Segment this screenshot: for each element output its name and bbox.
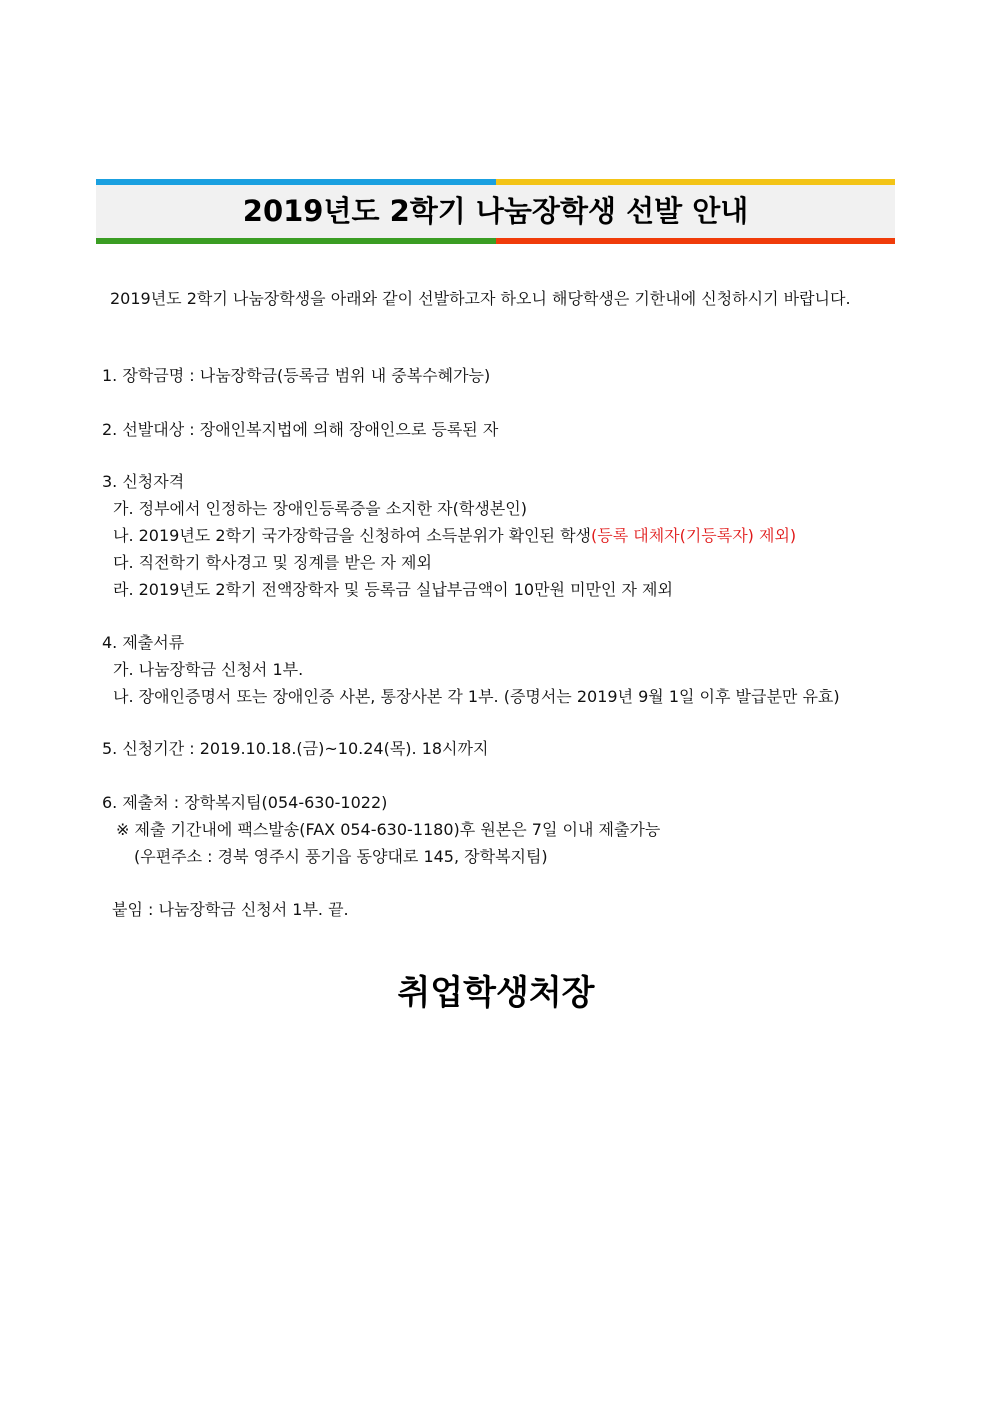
item-6-fax-note: ※ 제출 기간내에 팩스발송(FAX 054-630-1180)후 원본은 7일 이내 제출가능 bbox=[116, 820, 661, 839]
intro-paragraph: 2019년도 2학기 나눔장학생을 아래와 같이 선발하고자 하오니 해당학생은 기한내에 신청하시기 바랍니다. bbox=[110, 289, 851, 308]
item-2-target: 2. 선발대상 : 장애인복지법에 의해 장애인으로 등록된 자 bbox=[102, 420, 499, 439]
title-banner bbox=[96, 179, 895, 244]
item-3a: 가. 정부에서 인정하는 장애인등록증을 소지한 자(학생본인) bbox=[113, 499, 527, 518]
title-bar-red bbox=[496, 238, 895, 244]
item-4a: 가. 나눔장학금 신청서 1부. bbox=[113, 660, 304, 679]
item-3b-exclusion: (등록 대체자(기등록자) 제외) bbox=[591, 526, 797, 545]
item-4-heading: 4. 제출서류 bbox=[102, 633, 185, 652]
item-1-scholarship-name: 1. 장학금명 : 나눔장학금(등록금 범위 내 중복수혜가능) bbox=[102, 366, 491, 385]
attachment-line: 붙임 : 나눔장학금 신청서 1부. 끝. bbox=[112, 900, 349, 919]
item-3d: 라. 2019년도 2학기 전액장학자 및 등록금 실납부금액이 10만원 미만인 자 제외 bbox=[113, 580, 673, 599]
item-3b-text: 나. 2019년도 2학기 국가장학금을 신청하여 소득분위가 확인된 학생 bbox=[113, 526, 591, 545]
item-3b bbox=[113, 526, 796, 546]
item-3c: 다. 직전학기 학사경고 및 징계를 받은 자 제외 bbox=[113, 553, 432, 572]
item-6-address: (우편주소 : 경북 영주시 풍기읍 동양대로 145, 장학복지팀) bbox=[134, 847, 548, 866]
item-5-period: 5. 신청기간 : 2019.10.18.(금)~10.24(목). 18시까지 bbox=[102, 739, 489, 758]
title-bar-green bbox=[96, 238, 496, 244]
item-6-office: 6. 제출처 : 장학복지팀(054-630-1022) bbox=[102, 793, 388, 812]
page-title: 2019년도 2학기 나눔장학생 선발 안내 bbox=[242, 194, 749, 228]
item-4b: 나. 장애인증명서 또는 장애인증 사본, 통장사본 각 1부. (증명서는 2019년 9월 1일 이후 발급분만 유효) bbox=[113, 687, 840, 706]
signature: 취업학생처장 bbox=[397, 973, 595, 1013]
item-3-heading: 3. 신청자격 bbox=[102, 472, 185, 491]
